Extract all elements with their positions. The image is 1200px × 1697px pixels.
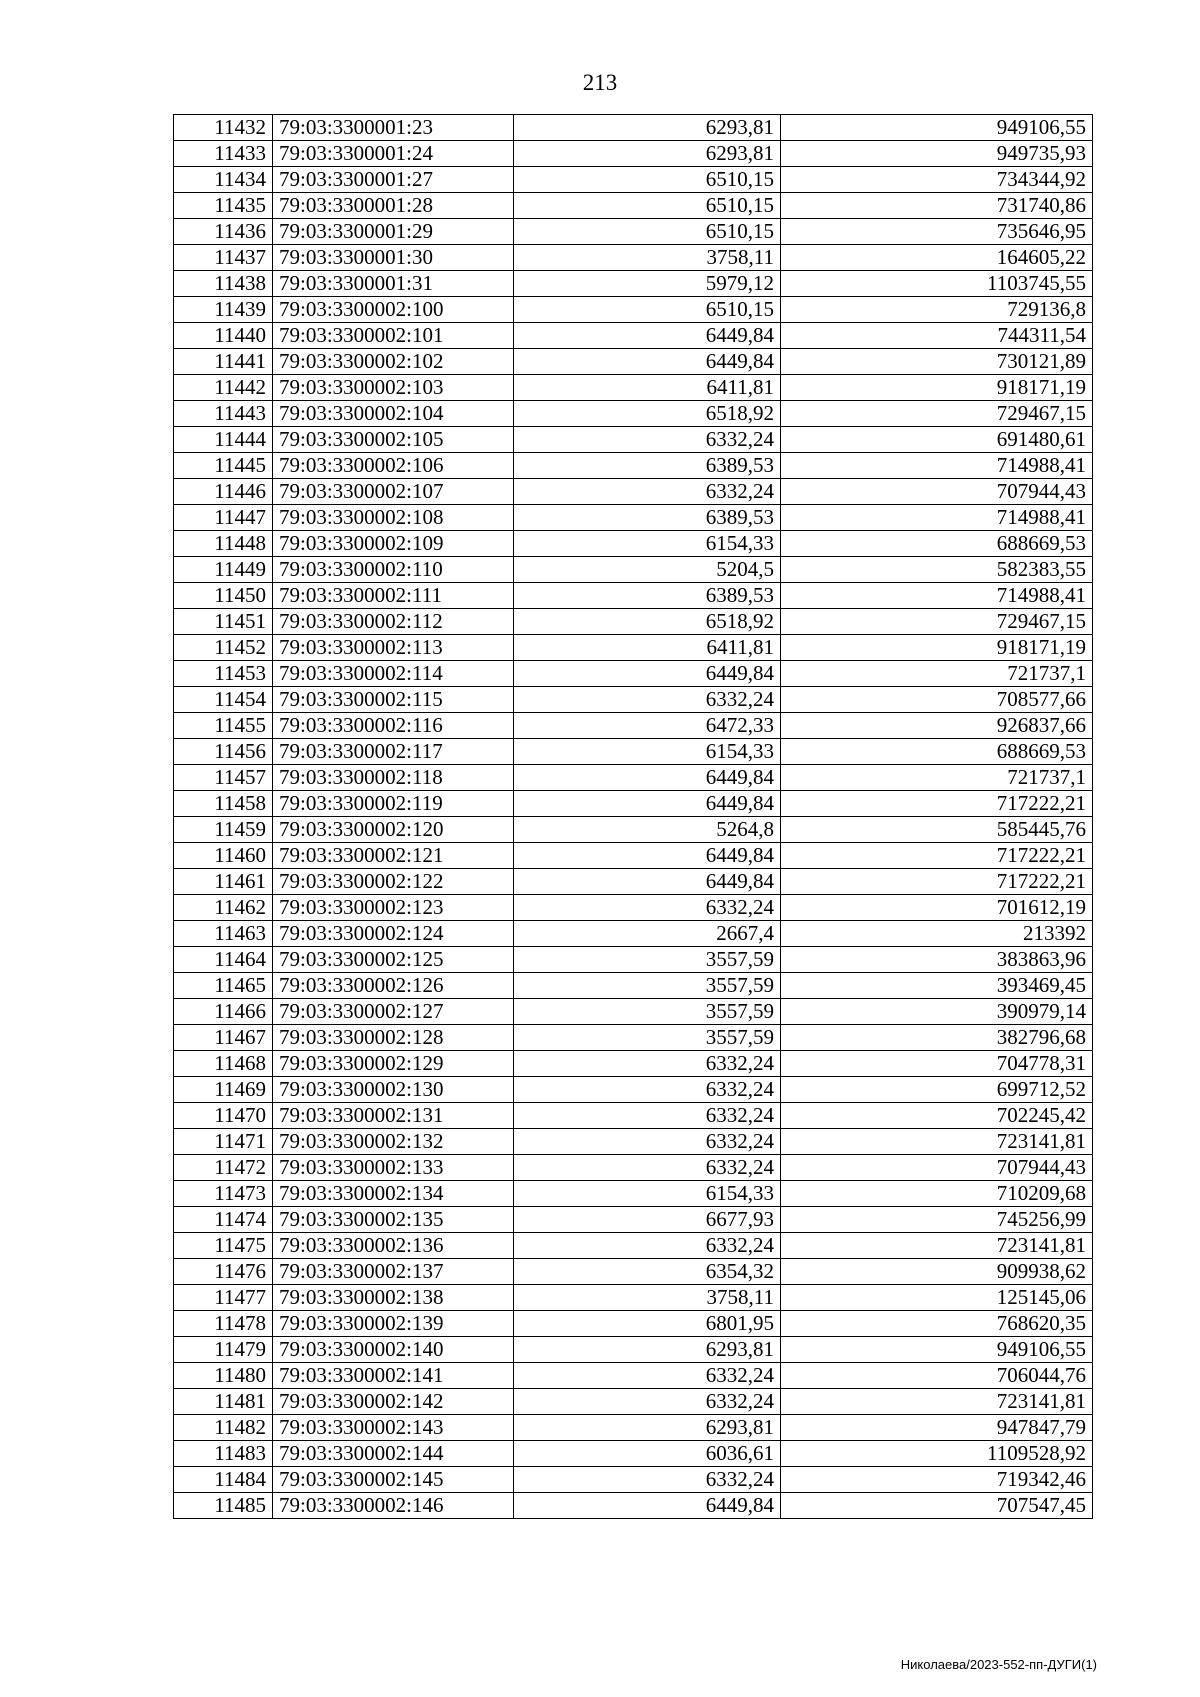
cadastral-number-cell: 79:03:3300002:140 [273, 1337, 514, 1363]
row-number-cell: 11466 [174, 999, 273, 1025]
value-cell: 393469,45 [781, 973, 1093, 999]
value-cell: 383863,96 [781, 947, 1093, 973]
cadastral-number-cell: 79:03:3300002:100 [273, 297, 514, 323]
value-cell: 125145,06 [781, 1285, 1093, 1311]
cadastral-number-cell: 79:03:3300002:133 [273, 1155, 514, 1181]
area-cell: 6154,33 [514, 1181, 781, 1207]
table-body [174, 115, 1093, 1519]
row-number-cell: 11469 [174, 1077, 273, 1103]
cadastral-number-cell: 79:03:3300002:123 [273, 895, 514, 921]
area-cell: 6332,24 [514, 1389, 781, 1415]
table-row [174, 687, 1093, 713]
table-row [174, 115, 1093, 141]
value-cell: 582383,55 [781, 557, 1093, 583]
value-cell: 723141,81 [781, 1129, 1093, 1155]
value-cell: 701612,19 [781, 895, 1093, 921]
table-row [174, 271, 1093, 297]
value-cell: 768620,35 [781, 1311, 1093, 1337]
value-cell: 717222,21 [781, 843, 1093, 869]
cadastral-number-cell: 79:03:3300002:134 [273, 1181, 514, 1207]
row-number-cell: 11458 [174, 791, 273, 817]
table-row [174, 1285, 1093, 1311]
table-row [174, 1493, 1093, 1519]
value-cell: 918171,19 [781, 375, 1093, 401]
value-cell: 688669,53 [781, 531, 1093, 557]
row-number-cell: 11478 [174, 1311, 273, 1337]
area-cell: 6332,24 [514, 1467, 781, 1493]
cadastral-number-cell: 79:03:3300002:132 [273, 1129, 514, 1155]
table-row [174, 1259, 1093, 1285]
value-cell: 164605,22 [781, 245, 1093, 271]
cadastral-number-cell: 79:03:3300002:144 [273, 1441, 514, 1467]
table-row [174, 1207, 1093, 1233]
cadastral-number-cell: 79:03:3300002:138 [273, 1285, 514, 1311]
row-number-cell: 11452 [174, 635, 273, 661]
value-cell: 949106,55 [781, 115, 1093, 141]
table-row [174, 765, 1093, 791]
cadastral-number-cell: 79:03:3300002:104 [273, 401, 514, 427]
row-number-cell: 11453 [174, 661, 273, 687]
cadastral-number-cell: 79:03:3300002:129 [273, 1051, 514, 1077]
table-row [174, 635, 1093, 661]
row-number-cell: 11477 [174, 1285, 273, 1311]
row-number-cell: 11482 [174, 1415, 273, 1441]
row-number-cell: 11454 [174, 687, 273, 713]
cadastral-number-cell: 79:03:3300002:146 [273, 1493, 514, 1519]
value-cell: 947847,79 [781, 1415, 1093, 1441]
cadastral-number-cell: 79:03:3300002:109 [273, 531, 514, 557]
cadastral-number-cell: 79:03:3300001:23 [273, 115, 514, 141]
table-row [174, 167, 1093, 193]
row-number-cell: 11455 [174, 713, 273, 739]
area-cell: 6332,24 [514, 1363, 781, 1389]
row-number-cell: 11462 [174, 895, 273, 921]
cadastral-number-cell: 79:03:3300002:111 [273, 583, 514, 609]
cadastral-number-cell: 79:03:3300002:121 [273, 843, 514, 869]
value-cell: 714988,41 [781, 505, 1093, 531]
row-number-cell: 11467 [174, 1025, 273, 1051]
table-row [174, 713, 1093, 739]
cadastral-table [173, 114, 1093, 1519]
cadastral-number-cell: 79:03:3300002:106 [273, 453, 514, 479]
row-number-cell: 11472 [174, 1155, 273, 1181]
cadastral-number-cell: 79:03:3300002:124 [273, 921, 514, 947]
table-row [174, 1363, 1093, 1389]
table-row [174, 895, 1093, 921]
cadastral-number-cell: 79:03:3300001:24 [273, 141, 514, 167]
row-number-cell: 11476 [174, 1259, 273, 1285]
row-number-cell: 11435 [174, 193, 273, 219]
value-cell: 1103745,55 [781, 271, 1093, 297]
area-cell: 6449,84 [514, 323, 781, 349]
table-row [174, 141, 1093, 167]
area-cell: 6293,81 [514, 115, 781, 141]
area-cell: 6332,24 [514, 687, 781, 713]
value-cell: 729467,15 [781, 609, 1093, 635]
area-cell: 6449,84 [514, 349, 781, 375]
value-cell: 708577,66 [781, 687, 1093, 713]
row-number-cell: 11475 [174, 1233, 273, 1259]
row-number-cell: 11456 [174, 739, 273, 765]
row-number-cell: 11484 [174, 1467, 273, 1493]
table-row [174, 453, 1093, 479]
table-row [174, 557, 1093, 583]
table-row [174, 791, 1093, 817]
area-cell: 6677,93 [514, 1207, 781, 1233]
table-row [174, 739, 1093, 765]
area-cell: 5204,5 [514, 557, 781, 583]
table-row [174, 323, 1093, 349]
area-cell: 6332,24 [514, 1077, 781, 1103]
area-cell: 3557,59 [514, 947, 781, 973]
value-cell: 702245,42 [781, 1103, 1093, 1129]
cadastral-number-cell: 79:03:3300002:103 [273, 375, 514, 401]
table-row [174, 479, 1093, 505]
value-cell: 723141,81 [781, 1233, 1093, 1259]
row-number-cell: 11434 [174, 167, 273, 193]
area-cell: 6332,24 [514, 1129, 781, 1155]
table-row [174, 1103, 1093, 1129]
value-cell: 706044,76 [781, 1363, 1093, 1389]
cadastral-number-cell: 79:03:3300002:142 [273, 1389, 514, 1415]
value-cell: 918171,19 [781, 635, 1093, 661]
table-row [174, 1389, 1093, 1415]
value-cell: 213392 [781, 921, 1093, 947]
area-cell: 3557,59 [514, 973, 781, 999]
table-row [174, 505, 1093, 531]
cadastral-number-cell: 79:03:3300001:31 [273, 271, 514, 297]
area-cell: 6510,15 [514, 297, 781, 323]
row-number-cell: 11447 [174, 505, 273, 531]
cadastral-number-cell: 79:03:3300002:135 [273, 1207, 514, 1233]
table-row [174, 583, 1093, 609]
value-cell: 1109528,92 [781, 1441, 1093, 1467]
value-cell: 710209,68 [781, 1181, 1093, 1207]
table-row [174, 193, 1093, 219]
row-number-cell: 11448 [174, 531, 273, 557]
row-number-cell: 11471 [174, 1129, 273, 1155]
area-cell: 6332,24 [514, 427, 781, 453]
area-cell: 6389,53 [514, 583, 781, 609]
value-cell: 721737,1 [781, 765, 1093, 791]
table-row [174, 245, 1093, 271]
row-number-cell: 11433 [174, 141, 273, 167]
row-number-cell: 11436 [174, 219, 273, 245]
table-row [174, 401, 1093, 427]
area-cell: 6518,92 [514, 609, 781, 635]
value-cell: 382796,68 [781, 1025, 1093, 1051]
area-cell: 6449,84 [514, 765, 781, 791]
value-cell: 717222,21 [781, 791, 1093, 817]
area-cell: 6411,81 [514, 375, 781, 401]
table-row [174, 427, 1093, 453]
cadastral-number-cell: 79:03:3300002:119 [273, 791, 514, 817]
table-row [174, 1441, 1093, 1467]
row-number-cell: 11443 [174, 401, 273, 427]
area-cell: 6449,84 [514, 1493, 781, 1519]
cadastral-number-cell: 79:03:3300002:110 [273, 557, 514, 583]
area-cell: 6154,33 [514, 531, 781, 557]
value-cell: 707547,45 [781, 1493, 1093, 1519]
row-number-cell: 11461 [174, 869, 273, 895]
row-number-cell: 11479 [174, 1337, 273, 1363]
area-cell: 6354,32 [514, 1259, 781, 1285]
table-row [174, 1129, 1093, 1155]
area-cell: 6449,84 [514, 869, 781, 895]
cadastral-number-cell: 79:03:3300001:30 [273, 245, 514, 271]
area-cell: 6154,33 [514, 739, 781, 765]
area-cell: 6332,24 [514, 1103, 781, 1129]
row-number-cell: 11438 [174, 271, 273, 297]
table-row [174, 375, 1093, 401]
cadastral-number-cell: 79:03:3300002:118 [273, 765, 514, 791]
area-cell: 3758,11 [514, 1285, 781, 1311]
area-cell: 6332,24 [514, 1051, 781, 1077]
row-number-cell: 11465 [174, 973, 273, 999]
table-row [174, 661, 1093, 687]
value-cell: 719342,46 [781, 1467, 1093, 1493]
cadastral-number-cell: 79:03:3300002:105 [273, 427, 514, 453]
value-cell: 745256,99 [781, 1207, 1093, 1233]
cadastral-number-cell: 79:03:3300002:117 [273, 739, 514, 765]
row-number-cell: 11449 [174, 557, 273, 583]
cadastral-number-cell: 79:03:3300002:102 [273, 349, 514, 375]
row-number-cell: 11474 [174, 1207, 273, 1233]
row-number-cell: 11451 [174, 609, 273, 635]
area-cell: 3557,59 [514, 999, 781, 1025]
row-number-cell: 11464 [174, 947, 273, 973]
area-cell: 6036,61 [514, 1441, 781, 1467]
area-cell: 6449,84 [514, 843, 781, 869]
value-cell: 704778,31 [781, 1051, 1093, 1077]
table-row [174, 843, 1093, 869]
row-number-cell: 11483 [174, 1441, 273, 1467]
value-cell: 731740,86 [781, 193, 1093, 219]
cadastral-number-cell: 79:03:3300002:114 [273, 661, 514, 687]
area-cell: 3758,11 [514, 245, 781, 271]
table-row [174, 1233, 1093, 1259]
cadastral-number-cell: 79:03:3300001:29 [273, 219, 514, 245]
area-cell: 6293,81 [514, 141, 781, 167]
table-row [174, 1181, 1093, 1207]
table-row [174, 817, 1093, 843]
cadastral-number-cell: 79:03:3300002:107 [273, 479, 514, 505]
row-number-cell: 11444 [174, 427, 273, 453]
cadastral-number-cell: 79:03:3300002:128 [273, 1025, 514, 1051]
row-number-cell: 11440 [174, 323, 273, 349]
area-cell: 6510,15 [514, 219, 781, 245]
row-number-cell: 11481 [174, 1389, 273, 1415]
value-cell: 729136,8 [781, 297, 1093, 323]
table-row [174, 973, 1093, 999]
row-number-cell: 11442 [174, 375, 273, 401]
cadastral-number-cell: 79:03:3300002:127 [273, 999, 514, 1025]
table-row [174, 609, 1093, 635]
value-cell: 691480,61 [781, 427, 1093, 453]
area-cell: 6801,95 [514, 1311, 781, 1337]
area-cell: 6472,33 [514, 713, 781, 739]
row-number-cell: 11470 [174, 1103, 273, 1129]
value-cell: 585445,76 [781, 817, 1093, 843]
cadastral-number-cell: 79:03:3300002:143 [273, 1415, 514, 1441]
row-number-cell: 11432 [174, 115, 273, 141]
table-row [174, 869, 1093, 895]
row-number-cell: 11463 [174, 921, 273, 947]
row-number-cell: 11459 [174, 817, 273, 843]
row-number-cell: 11460 [174, 843, 273, 869]
area-cell: 2667,4 [514, 921, 781, 947]
area-cell: 3557,59 [514, 1025, 781, 1051]
cadastral-number-cell: 79:03:3300002:122 [273, 869, 514, 895]
row-number-cell: 11480 [174, 1363, 273, 1389]
value-cell: 735646,95 [781, 219, 1093, 245]
cadastral-number-cell: 79:03:3300001:28 [273, 193, 514, 219]
table-row [174, 1467, 1093, 1493]
cadastral-number-cell: 79:03:3300001:27 [273, 167, 514, 193]
table-row [174, 531, 1093, 557]
value-cell: 699712,52 [781, 1077, 1093, 1103]
area-cell: 6293,81 [514, 1337, 781, 1363]
value-cell: 729467,15 [781, 401, 1093, 427]
page-number: 213 [582, 70, 618, 95]
area-cell: 6389,53 [514, 505, 781, 531]
row-number-cell: 11446 [174, 479, 273, 505]
row-number-cell: 11485 [174, 1493, 273, 1519]
area-cell: 6518,92 [514, 401, 781, 427]
area-cell: 5264,8 [514, 817, 781, 843]
area-cell: 6332,24 [514, 1155, 781, 1181]
row-number-cell: 11441 [174, 349, 273, 375]
table-row [174, 1025, 1093, 1051]
table-row [174, 1077, 1093, 1103]
cadastral-number-cell: 79:03:3300002:130 [273, 1077, 514, 1103]
area-cell: 6332,24 [514, 479, 781, 505]
value-cell: 909938,62 [781, 1259, 1093, 1285]
value-cell: 714988,41 [781, 453, 1093, 479]
value-cell: 723141,81 [781, 1389, 1093, 1415]
value-cell: 390979,14 [781, 999, 1093, 1025]
cadastral-number-cell: 79:03:3300002:145 [273, 1467, 514, 1493]
value-cell: 714988,41 [781, 583, 1093, 609]
row-number-cell: 11457 [174, 765, 273, 791]
value-cell: 734344,92 [781, 167, 1093, 193]
area-cell: 6449,84 [514, 791, 781, 817]
area-cell: 5979,12 [514, 271, 781, 297]
cadastral-number-cell: 79:03:3300002:113 [273, 635, 514, 661]
row-number-cell: 11473 [174, 1181, 273, 1207]
value-cell: 688669,53 [781, 739, 1093, 765]
area-cell: 6411,81 [514, 635, 781, 661]
value-cell: 717222,21 [781, 869, 1093, 895]
cadastral-number-cell: 79:03:3300002:120 [273, 817, 514, 843]
value-cell: 949106,55 [781, 1337, 1093, 1363]
value-cell: 707944,43 [781, 479, 1093, 505]
cadastral-number-cell: 79:03:3300002:141 [273, 1363, 514, 1389]
table-row [174, 1415, 1093, 1441]
table-row [174, 1337, 1093, 1363]
table-row [174, 921, 1093, 947]
area-cell: 6510,15 [514, 193, 781, 219]
cadastral-number-cell: 79:03:3300002:108 [273, 505, 514, 531]
area-cell: 6332,24 [514, 1233, 781, 1259]
value-cell: 721737,1 [781, 661, 1093, 687]
row-number-cell: 11468 [174, 1051, 273, 1077]
table-row [174, 1311, 1093, 1337]
cadastral-number-cell: 79:03:3300002:101 [273, 323, 514, 349]
cadastral-number-cell: 79:03:3300002:115 [273, 687, 514, 713]
area-cell: 6332,24 [514, 895, 781, 921]
value-cell: 926837,66 [781, 713, 1093, 739]
table-row [174, 947, 1093, 973]
cadastral-number-cell: 79:03:3300002:139 [273, 1311, 514, 1337]
cadastral-number-cell: 79:03:3300002:131 [273, 1103, 514, 1129]
row-number-cell: 11437 [174, 245, 273, 271]
cadastral-number-cell: 79:03:3300002:112 [273, 609, 514, 635]
row-number-cell: 11439 [174, 297, 273, 323]
value-cell: 730121,89 [781, 349, 1093, 375]
table-row [174, 297, 1093, 323]
area-cell: 6510,15 [514, 167, 781, 193]
row-number-cell: 11445 [174, 453, 273, 479]
cadastral-number-cell: 79:03:3300002:126 [273, 973, 514, 999]
value-cell: 707944,43 [781, 1155, 1093, 1181]
value-cell: 949735,93 [781, 141, 1093, 167]
cadastral-number-cell: 79:03:3300002:116 [273, 713, 514, 739]
area-cell: 6449,84 [514, 661, 781, 687]
area-cell: 6389,53 [514, 453, 781, 479]
table-row [174, 349, 1093, 375]
table-row [174, 1155, 1093, 1181]
cadastral-number-cell: 79:03:3300002:137 [273, 1259, 514, 1285]
table-row [174, 999, 1093, 1025]
cadastral-number-cell: 79:03:3300002:125 [273, 947, 514, 973]
table-row [174, 1051, 1093, 1077]
document-footer: Николаева/2023-552-пп-ДУГИ(1) [900, 1657, 1097, 1672]
table-row [174, 219, 1093, 245]
area-cell: 6293,81 [514, 1415, 781, 1441]
cadastral-number-cell: 79:03:3300002:136 [273, 1233, 514, 1259]
row-number-cell: 11450 [174, 583, 273, 609]
value-cell: 744311,54 [781, 323, 1093, 349]
